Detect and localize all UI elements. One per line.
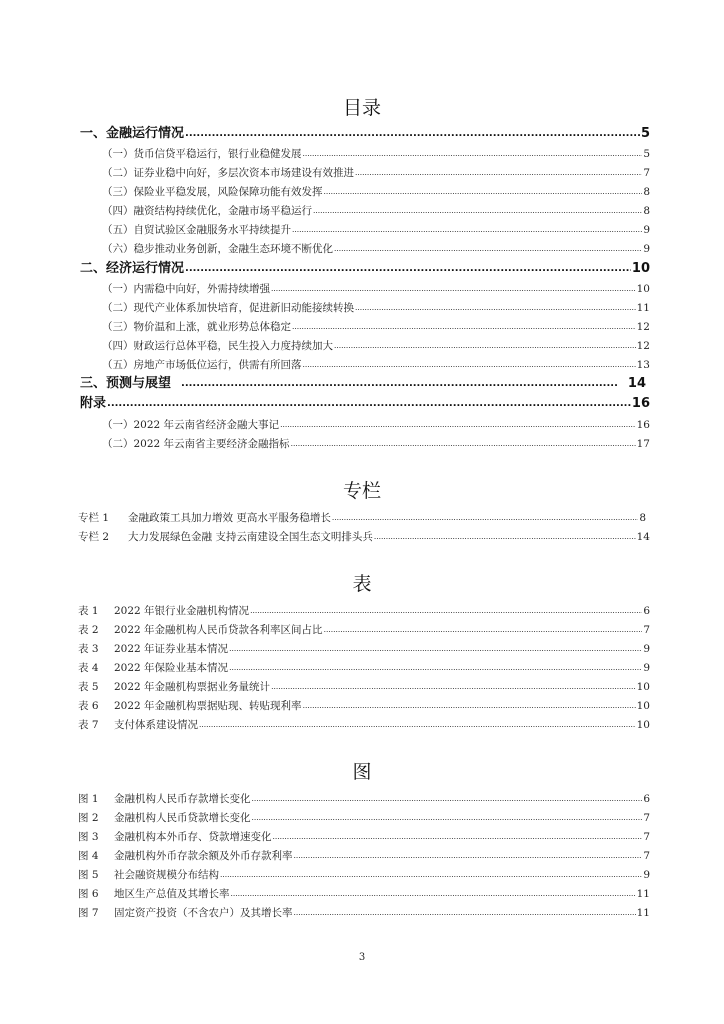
figure-entry-page: 9 xyxy=(643,869,650,881)
toc-entry[interactable] xyxy=(102,165,650,181)
toc-entry[interactable] xyxy=(102,417,650,433)
table-entry-page: 9 xyxy=(643,662,650,674)
leader-dots xyxy=(313,203,642,219)
leader-dots xyxy=(303,146,643,162)
leader-dots xyxy=(107,396,631,412)
table-entry[interactable] xyxy=(78,622,650,638)
figure-entry-label: 固定资产投资（不含农户）及其增长率 xyxy=(114,907,293,919)
leader-dots xyxy=(291,436,636,452)
toc-entry-label: （二）证券业稳中向好，多层次资本市场建设有效推进 xyxy=(102,167,354,179)
column-entry[interactable] xyxy=(78,510,650,526)
table-entry-prefix: 表 6 xyxy=(78,700,99,712)
toc-entry[interactable] xyxy=(102,436,650,452)
table-entry-page: 10 xyxy=(636,700,650,712)
table-entry-prefix: 表 1 xyxy=(78,605,99,617)
figure-entry-label: 金融机构人民币贷款增长变化 xyxy=(114,812,251,824)
leader-dots xyxy=(334,338,636,354)
toc-entry[interactable] xyxy=(102,338,650,354)
leader-dots xyxy=(252,810,643,826)
toc-entry-page: 13 xyxy=(636,359,650,371)
toc-entry-page: 9 xyxy=(643,243,650,255)
toc-entry[interactable] xyxy=(102,203,650,219)
column-entry-label: 大力发展绿色金融 支持云南建设全国生态文明排头兵 xyxy=(128,531,373,543)
figure-entry-prefix: 图 1 xyxy=(78,793,99,805)
figure-entry[interactable] xyxy=(78,886,650,902)
toc-entry-page: 8 xyxy=(643,205,650,217)
leader-dots xyxy=(229,660,642,676)
toc-entry[interactable] xyxy=(102,300,650,316)
table-entry-prefix: 表 4 xyxy=(78,662,99,674)
toc-entry-label: （五）自贸试验区金融服务水平持续提升 xyxy=(102,224,291,236)
table-entry-label: 2022 年金融机构票据业务量统计 xyxy=(114,681,271,693)
leader-dots xyxy=(332,510,638,526)
leader-dots xyxy=(199,717,636,733)
leader-dots xyxy=(324,184,643,200)
table-entry[interactable] xyxy=(78,603,650,619)
figure-entry[interactable] xyxy=(78,867,650,883)
toc-entry-label: 二、经济运行情况 xyxy=(80,261,185,276)
figure-entry-page: 7 xyxy=(643,812,650,824)
table-entry-prefix: 表 3 xyxy=(78,643,99,655)
figure-entry-label: 金融机构本外币存、贷款增速变化 xyxy=(114,831,272,843)
leader-dots xyxy=(355,300,636,316)
figure-entry[interactable] xyxy=(78,810,650,826)
toc-entry-label: （三）物价温和上涨，就业形势总体稳定 xyxy=(102,321,291,333)
leader-dots xyxy=(252,791,643,807)
page-number: 3 xyxy=(358,952,366,963)
toc-entry-page: 17 xyxy=(636,438,650,450)
toc-entry-label: （一）货币信贷平稳运行，银行业稳健发展 xyxy=(102,148,302,160)
table-entry[interactable] xyxy=(78,660,650,676)
toc-entry[interactable] xyxy=(102,319,650,335)
toc-entry-page: 12 xyxy=(636,340,650,352)
leader-dots xyxy=(273,829,643,845)
toc-entry[interactable] xyxy=(102,184,650,200)
leader-dots xyxy=(250,603,642,619)
leader-dots xyxy=(355,165,642,181)
column-entry-label: 金融政策工具加力增效 更高水平服务稳增长 xyxy=(128,512,331,524)
leader-dots xyxy=(292,319,636,335)
table-entry-prefix: 表 5 xyxy=(78,681,99,693)
figure-entry-prefix: 图 3 xyxy=(78,831,99,843)
table-entry-page: 6 xyxy=(643,605,650,617)
toc-entry-page: 12 xyxy=(636,321,650,333)
toc-entry-label: （一）内需稳中向好，外需持续增强 xyxy=(102,283,270,295)
figures-title: 图 xyxy=(352,761,372,783)
toc-entry[interactable] xyxy=(80,396,650,412)
toc-entry[interactable] xyxy=(102,222,650,238)
table-entry-prefix: 表 2 xyxy=(78,624,99,636)
toc-entry-label: （二）2022 年云南省主要经济金融指标 xyxy=(102,438,290,450)
figure-entry[interactable] xyxy=(78,791,650,807)
table-entry[interactable] xyxy=(78,698,650,714)
toc-entry-page: 5 xyxy=(640,126,650,141)
figure-entry-prefix: 图 4 xyxy=(78,850,99,862)
leader-dots xyxy=(374,529,636,545)
toc-entry-label: （四）融资结构持续优化，金融市场平稳运行 xyxy=(102,205,312,217)
table-entry-label: 2022 年金融机构人民币贷款各利率区间占比 xyxy=(114,624,323,636)
figure-entry-prefix: 图 7 xyxy=(78,907,99,919)
table-entry-label: 支付体系建设情况 xyxy=(114,719,198,731)
table-entry-page: 10 xyxy=(636,719,650,731)
column-entry-prefix: 专栏 2 xyxy=(78,531,110,543)
leader-dots xyxy=(229,641,642,657)
toc-entry[interactable] xyxy=(80,126,650,142)
column-entry-page: 14 xyxy=(636,531,650,543)
figure-entry-page: 7 xyxy=(643,831,650,843)
toc-entry-label: （一）2022 年云南省经济金融大事记 xyxy=(102,419,280,431)
toc-entry-page: 10 xyxy=(631,261,650,276)
table-entry-page: 10 xyxy=(636,681,650,693)
toc-entry[interactable] xyxy=(102,146,650,162)
toc-entry-label: （四）财政运行总体平稳，民生投入力度持续加大 xyxy=(102,340,333,352)
leader-dots xyxy=(294,848,643,864)
figure-entry-page: 11 xyxy=(636,907,650,919)
table-entry-label: 2022 年金融机构票据贴现、转贴现利率 xyxy=(114,700,302,712)
figure-entry[interactable] xyxy=(78,829,650,845)
column-entry[interactable] xyxy=(78,529,650,545)
figure-entry-label: 金融机构人民币存款增长变化 xyxy=(114,793,251,805)
column-entry-page: 8 xyxy=(639,512,646,524)
leader-dots xyxy=(303,357,636,373)
toc-entry-label: （二）现代产业体系加快培育，促进新旧动能接续转换 xyxy=(102,302,354,314)
columns-title: 专栏 xyxy=(342,480,381,502)
figure-entry-page: 7 xyxy=(643,850,650,862)
toc-entry[interactable] xyxy=(102,241,650,257)
table-entry-prefix: 表 7 xyxy=(78,719,99,731)
leader-dots xyxy=(185,126,640,142)
leader-dots xyxy=(294,905,636,921)
leader-dots xyxy=(271,679,636,695)
leader-dots xyxy=(231,886,636,902)
toc-entry[interactable] xyxy=(102,357,650,373)
leader-dots xyxy=(324,622,643,638)
table-entry-page: 9 xyxy=(643,643,650,655)
figure-entry[interactable] xyxy=(78,905,650,921)
toc-entry-label: （五）房地产市场低位运行，供需有所回落 xyxy=(102,359,302,371)
toc-entry-page: 7 xyxy=(643,167,650,179)
leader-dots xyxy=(280,417,636,433)
toc-entry[interactable] xyxy=(80,261,650,277)
figure-entry-page: 11 xyxy=(636,888,650,900)
toc-entry-page: 10 xyxy=(636,283,650,295)
toc-entry-label: 一、金融运行情况 xyxy=(80,126,185,141)
leader-dots xyxy=(220,867,642,883)
tables-title: 表 xyxy=(352,573,372,595)
toc-entry-page: 9 xyxy=(643,224,650,236)
toc-entry-label: （三）保险业平稳发展，风险保障功能有效发挥 xyxy=(102,186,323,198)
figure-entry[interactable] xyxy=(78,848,650,864)
toc-entry-page: 14 xyxy=(627,376,646,391)
toc-entry-page: 16 xyxy=(631,396,650,411)
toc-entry-label: （六）稳步推动业务创新，金融生态环境不断优化 xyxy=(102,243,333,255)
leader-dots xyxy=(292,222,642,238)
figure-entry-page: 6 xyxy=(643,793,650,805)
toc-entry-page: 5 xyxy=(643,148,650,160)
toc-title: 目录 xyxy=(342,97,381,119)
toc-entry[interactable] xyxy=(102,281,650,297)
toc-entry-label: 附录 xyxy=(80,396,107,411)
toc-entry[interactable] xyxy=(80,376,650,392)
toc-entry-page: 8 xyxy=(643,186,650,198)
table-entry[interactable] xyxy=(78,717,650,733)
table-entry-label: 2022 年证券业基本情况 xyxy=(114,643,229,655)
table-entry-label: 2022 年银行业金融机构情况 xyxy=(114,605,250,617)
figure-entry-prefix: 图 6 xyxy=(78,888,99,900)
leader-dots xyxy=(303,698,636,714)
leader-dots xyxy=(185,261,631,277)
table-entry-page: 7 xyxy=(643,624,650,636)
column-entry-prefix: 专栏 1 xyxy=(78,512,110,524)
figure-entry-prefix: 图 5 xyxy=(78,869,99,881)
table-entry[interactable] xyxy=(78,641,650,657)
leader-dots xyxy=(334,241,642,257)
toc-entry-page: 16 xyxy=(636,419,650,431)
figure-entry-prefix: 图 2 xyxy=(78,812,99,824)
leader-dots xyxy=(181,376,618,392)
toc-entry-page: 11 xyxy=(636,302,650,314)
figure-entry-label: 地区生产总值及其增长率 xyxy=(114,888,230,900)
table-entry[interactable] xyxy=(78,679,650,695)
toc-entry-label: 三、预测与展望 xyxy=(80,376,172,391)
figure-entry-label: 金融机构外币存款余额及外币存款利率 xyxy=(114,850,293,862)
figure-entry-label: 社会融资规模分布结构 xyxy=(114,869,219,881)
leader-dots xyxy=(271,281,636,297)
table-entry-label: 2022 年保险业基本情况 xyxy=(114,662,229,674)
